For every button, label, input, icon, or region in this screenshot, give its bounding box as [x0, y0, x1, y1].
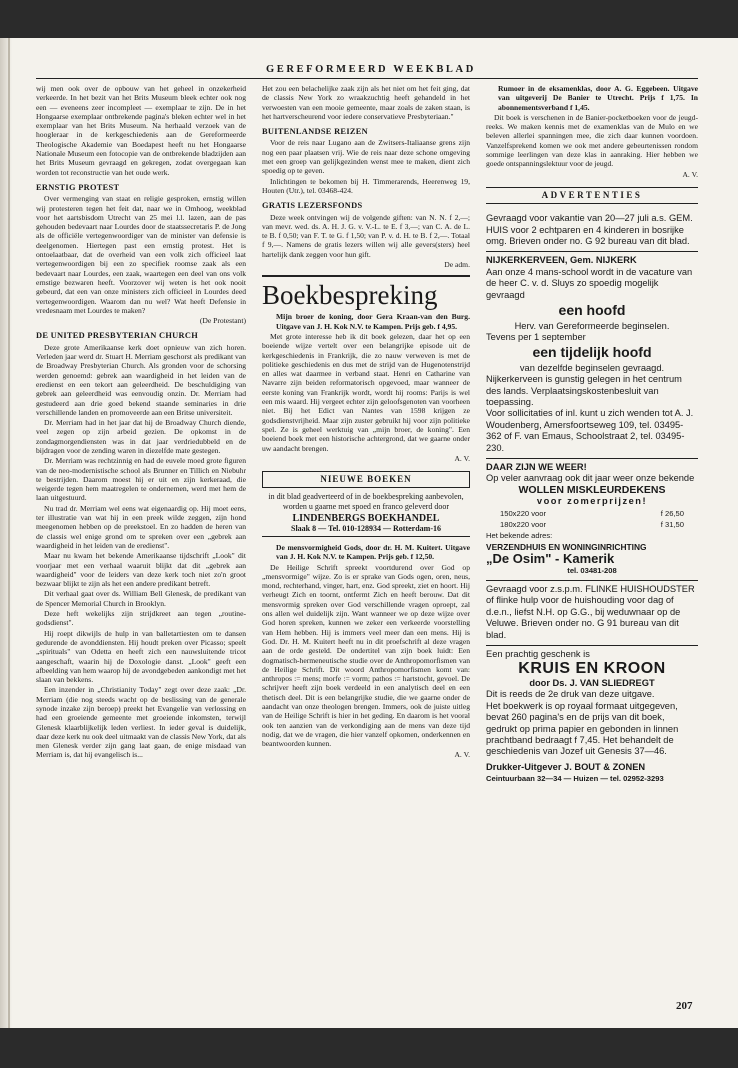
- paragraph: Voor de reis naar Lugano aan de Zwitsers-Italiaanse grens zijn nog een paar plaatsen vrij. Wie de reis naar deze schone omgeving met een groep van gelijkgezinden wenst mee te maken, dient zich spoedig op te geven.: [262, 138, 470, 176]
- heading-lezersfonds: GRATIS LEZERSFONDS: [262, 201, 363, 211]
- ad-dekens: [486, 459, 698, 581]
- price-row: [486, 519, 698, 530]
- ad-highlight: „De Osim" - Kamerik: [486, 551, 615, 567]
- bookshop-name: LINDENBERGS BOEKHANDEL: [292, 513, 440, 525]
- ad-text: Voor sollicitaties of inl. kunt u zich wenden tot A. J. Woudenberg, Amersfoortseweg 109, tel. 03495-362 of F. van Emaus, Schoolstraat 2, tel. 03495-230.: [486, 408, 694, 453]
- review-title: De mensvormigheid Gods, door dr. H. M. Kuitert. Uitgave van J. H. Kok N.V. te Kampen. Prijs geb. f 12,50.: [276, 542, 470, 562]
- paragraph: Deze week ontvingen wij de volgende giften: van N. N. f 2,—; van mevr. wed. ds. A. H. J. G. v. V.-L. te E. f 3,—; van C. A. de L. te B. f 0,50; van F. T. te G. f 1,50; van P. v. d. H. te B. f 2,—. Totaal f 9,—. Namens de gratis lezers willen wij alle gevers(sters) heel hartelijk dank zeggen voor hun gift.: [262, 212, 470, 259]
- paragraph: Dit verhaal gaat over ds. William Bell Glenesk, de predikant van de Spencer Memorial Church in Brooklyn.: [36, 589, 246, 608]
- ad-author: door Ds. J. VAN SLIEDREGT: [529, 677, 655, 688]
- page-edge: [0, 38, 12, 1028]
- ad-highlight: een tijdelijk hoofd: [532, 344, 652, 361]
- price-value: f 31,50: [660, 520, 684, 530]
- ad-shop: VERZENDHUIS EN WONINGINRICHTING: [486, 541, 647, 552]
- review-signature: A. V.: [454, 453, 470, 463]
- ad-text: Nijkerkerveen is gunstig gelegen in het centrum des lands. Verplaatsingskostenbesluit van toepassing.: [486, 374, 682, 407]
- nieuwe-boeken-title: NIEUWE BOEKEN: [320, 474, 412, 485]
- ad-highlight: WOLLEN MISKLEURDEKENS: [518, 483, 666, 496]
- paragraph: Een inzender in „Christianity Today" zegt over deze zaak: „Dr. Merriam (die nog steeds wacht op de beslissing van de generale synode inzake zijn beroep) preekt het Evangelie van verlossing en had een groeiende gemeente met groeiende inkomsten, terwijl Glenesk klaarblijkelijk leden verliest. In ieder geval is duidelijk, daar deze kerk nu ook deel uitmaakt van de classis New York, dat als men Glenesk verder zijn gang laat gaan, de enige misdaad van Merriam is, dat hij evangelisch is...: [36, 685, 246, 760]
- ad-highlight: KRUIS EN KROON: [518, 660, 666, 678]
- paragraph: Hij roept dikwijls de hulp in van balletartiesten om te dansen gedurende de avonddiensten. Hij houdt preken over Picasso; speelt „spirituals" van Odetta en heeft zich een nauwsluitende tricot aangeschaft, waarin hij de Doxologie danst. „Look" geeft een afbeelding van hem waarop hij de avondgebeden aankondigt met het slaan van bekkens.: [36, 628, 246, 685]
- price-value: f 26,50: [660, 508, 684, 518]
- review-title: Rumoer in de eksamenklas, door A. G. Eggebeen. Uitgave van uitgeverij De Banier te Utrecht. Prijs f 1,75. In abonnementsverband f 1,45.: [498, 84, 698, 112]
- bookshop-address: Slaak 8 — Tel. 010-128934 — Rotterdam-16: [262, 524, 470, 537]
- adm-signature: De adm.: [444, 260, 470, 270]
- paragraph: Maar nu kwam het bekende Amerikaanse tijdschrift „Look" dit voorjaar met een verhaal waaruit blijkt dat dit „gebrek aan waardigheid" voor de leiders van deze kerk toch niet zo'n groot bezwaar blijkt te zijn als het een andere predikant betreft.: [36, 551, 246, 589]
- binding-spine: [8, 38, 10, 1028]
- ad-text: Aan onze 4 mans-school wordt in de vacature van de heer C. v. d. Sluys zo spoedig mogelijk gevraagd: [486, 266, 693, 300]
- section-title-boekbespreking: Boekbespreking: [262, 275, 470, 310]
- review-text: Met grote interesse heb ik dit boek gelezen, daar het op een boeiende wijze vertelt over een belangrijke episode uit de kerkgeschiedenis in Frankrijk, die zo nauw verweven is met de politieke geschiedenis en dus met de strijd van de Hugenotenstrijd en alles wat daarmee in verband staat. Henri en Catharine van Navarre zijn beiden reformatorisch opgevoed, maar wanneer de eerste koning van Frankrijk wordt, wordt hij rooms: Parijs is wel een mis waard. Hij vergeet echter zijn geloofsgenoten van voorheen niet. Bij het Edict van Nantes van 1598 krijgen ze godsdienstvrijheid. Maar zijn zuster gebruikt hij voor zijn politieke spel. Ze is geheel werktuig van „mijn broer, de koning". Een boeiend boek met een historische achtergrond, dat we gaarne onder uw aandacht brengen.: [262, 331, 470, 453]
- ad-text: Het boekwerk is op royaal formaat uitgegeven, bevat 260 pagina's en de prijs van dit boek, gedrukt op prima papier en gebonden in linnen prachtband bedraagt f 7,45. Het behandelt de geschiedenis van Jozef uit Genesis 37—46.: [486, 700, 679, 757]
- price-row: [486, 508, 698, 519]
- column-3: [486, 84, 698, 789]
- ad-title: DAAR ZIJN WE WEER!: [486, 461, 587, 472]
- review-signature: A. V.: [682, 169, 698, 179]
- paragraph: Over vermenging van staat en religie gesproken, ernstig willen wij protesteren tegen het feit dat, naar we in Omhoog, weekblad voor het aartsbisdom Utrecht van 25 mei l.l. lazen, aan de pas gehouden bedevaart naar Lourdes door de staatssecretaris P. de Jong als de officiële vertegenwoordiger van de minister van defensie is deelgenomen. Hiertegen past een ernstig protest. Het is ontoelaatbaar, dat de overheid van een volk zich officieel laat vertegenwoordigen bij een zo specifiek roomse zaak als een bedevaart naar Lourdes, een zaak, waartegen een deel van ons volk ernstige bezwaren heeft. Voorzover wij weten is het ook nooit gebeurd, dat een van onze ministers zich officieel in Lourdes deed vertegenwoordigen. Waarom dan nu wel? Wat heeft Defensie in vredesnaam met Lourdes te maken?: [36, 194, 246, 315]
- advertenties-heading: ADVERTENTIES: [486, 187, 698, 204]
- ad-text: Een prachtig geschenk is: [486, 649, 590, 660]
- ad-phone: tel. 03481-208: [567, 565, 617, 575]
- paragraph: Deze heft wekelijks zijn strijdkreet aan tegen „routine-godsdienst".: [36, 609, 246, 628]
- paragraph: Dr. Merriam was rechtzinnig en had de euvele moed grote figuren van de neo-modernistische school als Brunner en Tillich en Niebuhr te bestrijden. Daarom moest hij er uit en zijn kerkeraad, die weigerde tegen hem maatregelen te ondernemen, werd met hem de laan uitgestuurd.: [36, 456, 246, 503]
- ad-text: Dit is reeds de 2e druk van deze uitgave.: [486, 689, 655, 700]
- price-size: 150x220 voor: [500, 508, 547, 518]
- ad-huishoudster: Gevraagd voor z.s.p.m. FLINKE HUISHOUDSTER of flinke hulp voor de huishouding voor dag of d.e.n., liefst N.H. op G.G., bij weduwnaar op de Veluwe. Brieven onder no. G 91 bureau van dit blad.: [486, 581, 698, 646]
- ad-text: Het bekende adres:: [486, 531, 553, 541]
- column-1: [36, 84, 246, 761]
- ad-subtext: van dezelfde beginselen gevraagd.: [519, 362, 665, 373]
- ad-kruis-en-kroon: [486, 646, 698, 788]
- source-signature: (De Protestant): [199, 316, 246, 326]
- intro-paragraph: wij men ook over de opbouw van het geheel in onzekerheid verkeerde. In het bezit van het Brits Museum bleek echter ook nog een — eveneens zeer incompleet — exemplaar te zijn. De in het Hongaarse exemplaar ontbrekende pagina's bleken echter wel in het exemplaar van het Brits Museum. Na herhaald verzoek van de hoogleraar in de kerkgeschiedenis aan de Gereformeerde Theologische Akademie van Boedapest heeft nu het Hongaarse Nationale Museum een fotocopie van de ontbrekende bladzijden aan het Brits Museum gevraagd en gekregen, zodat overgegaan kan worden tot reconstructie van het oude werk.: [36, 84, 246, 177]
- heading-ernstig-protest: ERNSTIG PROTEST: [36, 182, 120, 192]
- page-header: GEREFORMEERD WEEKBLAD: [266, 64, 476, 75]
- nieuwe-boeken-box: [262, 471, 470, 488]
- ad-text: Tevens per 1 september: [486, 331, 586, 342]
- column-2: [262, 84, 470, 759]
- review-text: Dit boek is verschenen in de Banier-pocketboeken voor de jeugd-reeks. We maken kennis met de examenklas van de Mulo en we beleven allerlei spanningen mee, die zich daar kunnen voordoen. Vanzelfsprekend komen we ook met andere gebeurtenissen rondom sommige leerlingen van deze klas in aanraking. Hier hebben we goede ontspanningslektuur voor de jeugd.: [486, 112, 698, 169]
- ad-gem-huis: Gevraagd voor vakantie van 20—27 juli a.s. GEM. HUIS voor 2 echtparen en 4 kinderen in bosrijke omg. Brieven onder no. G 92 bureau van dit blad.: [486, 210, 698, 252]
- ad-title: NIJKERKERVEEN, Gem. NIJKERK: [486, 255, 637, 266]
- ad-address: Ceintuurbaan 32—34 — Huizen — tel. 02952-3293: [486, 774, 664, 784]
- ad-subtext: Herv. van Gereformeerde beginselen.: [514, 320, 670, 331]
- paragraph: Nu trad dr. Merriam wel eens wat eigenaardig op. Hij moet eens, ter illustratie van wat hij in een preek wilde zeggen, zijn hond meegenomen hebben op de preekstoel. En zo hadden de heren van de classis wel enige grond om te spreken over een „gebrek aan waardigheid in het leiden van de eredienst".: [36, 503, 246, 550]
- ad-publisher: Drukker-Uitgever J. BOUT & ZONEN: [486, 761, 646, 772]
- ad-text: Op veler aanvraag ook dit jaar weer onze bekende: [486, 473, 695, 484]
- heading-buitenlandse-reizen: BUITENLANDSE REIZEN: [262, 127, 368, 137]
- heading-presbyterian: DE UNITED PRESBYTERIAN CHURCH: [36, 331, 199, 341]
- paragraph: Dr. Merriam had in het jaar dat hij de Broadway Church diende, veel zegen op zijn arbeid gezien. De opkomst in de zondagmorgendiensten was in dat jaar verdriedubbeld en de bijdragen voor de zending waren in diezelfde mate gestegen.: [36, 418, 246, 455]
- ad-subtext: voor zomerprijzen!: [536, 496, 648, 507]
- review-title: Mijn broer de koning, door Gera Kraan-van den Burg. Uitgave van J. H. Kok N.V. te Kampen. Prijs geb. f 4,95.: [276, 312, 470, 331]
- paragraph: Deze grote Amerikaanse kerk doet opnieuw van zich horen. Verleden jaar werd dr. Stuart H. Merriam geschorst als predikant van de Broadway Presbyterian Church. Als gronden voor de schorsing werden genoemd: gebrek aan waardigheid in het leiden van de eredienst en een tekort aan geleerdheid. De beschuldiging van gebrek aan geleerdheid was eenvoudig onzin. Dr. Merriam had gestudeerd aan drie goed bekend staande seminaries in drie verschillende landen en promoveerde aan een Britse universiteit.: [36, 342, 246, 417]
- ad-nijkerkerveen: [486, 252, 698, 459]
- review-text: De Heilige Schrift spreekt voortdurend over God op „mensvormige" wijze. Zo is er sprake van Gods ogen, oren, neus, mond, rechterhand, vinger, hart, enz. God spreekt, ziet en hoort. Hij verheugt Zich en toornt, ontfermt Zich en heeft berouw. Dat dit mensvormig spreken over God verschillende vragen oproept, zal ons allen wel duidelijk zijn. Want wanneer we op deze wijze over God horen spreken, kunnen we zeker een verkeerde voorstelling van Hem hebben. Hij is immers veel meer dan een mens. Hij is God. Dr. H. M. Kuitert heeft nu in dit proefschrift al deze vragen aan de orde gesteld. De ondertitel van zijn boek luidt: Een dogmatisch-hermeneutische studie over de Anthropomorfismen van de Heilige Schrift. Dit woord Anthropomorfismen komt van: anthropos := mens; morfe := vorm; pathos := hartstocht, gevoel. De schrijver heeft zijn boek verdeeld in een analytisch deel en een thetisch deel. Dit is een belangrijke studie, die we gaarne onder de aandacht van onze theologen brengen. Immers, ook de juiste uitleg van de Heilige Schrift is hier in het geding. En daarom is het vooral ook ten aanzien van de verkondiging aan de mens van deze tijd nodig, dat we de vragen, die hier vanzelf opkomen, onderkennen en beantwoorden kunnen.: [262, 562, 470, 749]
- page-number: 207: [676, 1000, 693, 1012]
- price-size: 180x220 voor: [500, 520, 547, 530]
- nieuwe-boeken-text: in dit blad geadverteerd of in de boekbespreking aanbevolen, worden u gaarne met spoed en franco geleverd door: [268, 492, 464, 512]
- intro-paragraph: Het zou een belachelijke zaak zijn als het niet om het feit ging, dat de classis New York zo wraakzuchtig heeft gehandeld in het verwoesten van een mooie gemeente, maar zoals de zaken staan, is het hartverscheurend voor iedere conservatieve Presbyteriaan.": [262, 84, 470, 121]
- review-signature: A. V.: [454, 749, 470, 759]
- ad-highlight: een hoofd: [558, 302, 626, 319]
- header-rule: [36, 78, 698, 79]
- paragraph: Inlichtingen te bekomen bij H. Timmerarends, Heerenweg 19, Houten (Utr.), tel. 03468-424.: [262, 176, 470, 195]
